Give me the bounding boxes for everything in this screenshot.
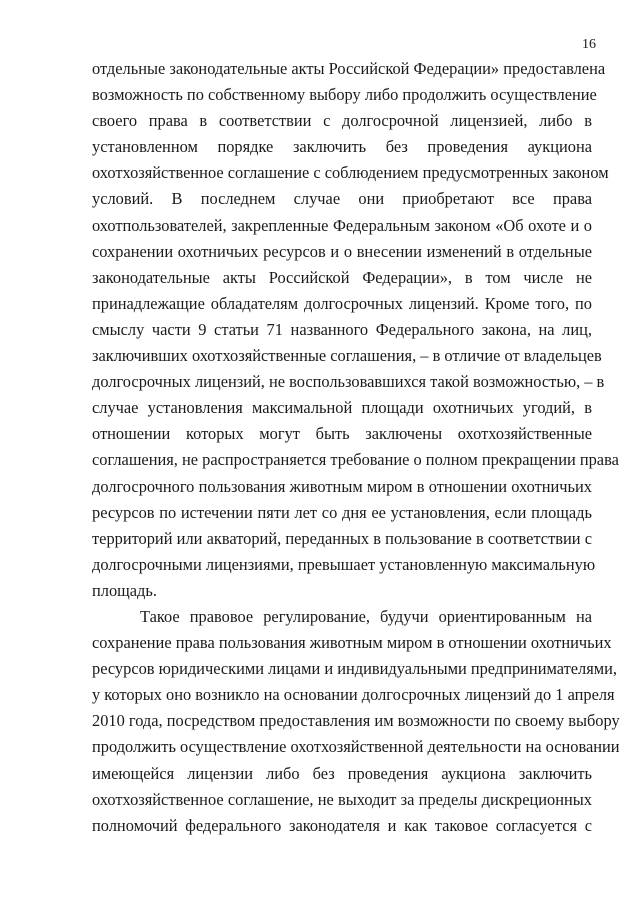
text-line: долгосрочных лицензий, не воспользовавшихся такой возможностью, – в: [92, 372, 605, 392]
text-line: долгосрочного пользования животным миром в отношении охотничьих: [92, 476, 592, 496]
text-line: соглашения, не распространяется требование о полном прекращении права: [92, 450, 619, 470]
text-line: отношении которых могут быть заключены охотхозяйственные: [92, 424, 592, 444]
text-line: ресурсов по истечении пяти лет со дня ее установления, если площадь: [92, 502, 592, 522]
text-line: сохранении охотничьих ресурсов и о внесении изменений в отдельные: [92, 241, 592, 261]
text-line: у которых оно возникло на основании долгосрочных лицензий до 1 апреля: [92, 685, 615, 705]
page-number: 16: [582, 37, 596, 52]
text-line: отдельные законодательные акты Российской Федерации» предоставлена: [92, 59, 606, 78]
text-line: своего права в соответствии с долгосрочной лицензией, либо в: [92, 111, 592, 131]
text-line: полномочий федерального законодателя и как таковое согласуется с: [92, 815, 592, 835]
text-line: установленном порядке заключить без проведения аукциона: [92, 137, 592, 157]
body-text: [92, 56, 620, 839]
text-line: охотхозяйственное соглашение с соблюдением предусмотренных законом: [92, 163, 609, 183]
text-line: 2010 года, посредством предоставления им возможности по своему выбору: [92, 711, 620, 731]
text-line: случае установления максимальной площади охотничьих угодий, в: [92, 398, 592, 418]
text-line: имеющейся лицензии либо без проведения аукциона заключить: [92, 763, 592, 783]
text-line: продолжить осуществление охотхозяйственной деятельности на основании: [92, 737, 620, 757]
text-line: охотпользователей, закрепленные Федеральным законом «Об охоте и о: [92, 215, 592, 235]
text-line: возможность по собственному выбору либо продолжить осуществление: [92, 85, 597, 105]
text-line: территорий или акваторий, переданных в пользование в соответствии с: [92, 528, 592, 548]
text-line: принадлежащие обладателям долгосрочных лицензий. Кроме того, по: [92, 293, 592, 313]
text-line: условий. В последнем случае они приобретают все права: [92, 189, 592, 209]
text-line: долгосрочными лицензиями, превышает установленную максимальную: [92, 554, 596, 574]
paragraph: [92, 604, 620, 839]
text-line: смыслу части 9 статьи 71 названного Федерального закона, на лиц,: [92, 319, 592, 339]
text-line: площадь.: [92, 580, 157, 600]
text-line: сохранение права пользования животным миром в отношении охотничьих: [92, 633, 612, 653]
text-line: Такое правовое регулирование, будучи ориентированным на: [140, 606, 592, 626]
paragraph: [92, 56, 619, 604]
text-line: заключивших охотхозяйственные соглашения, – в отличие от владельцев: [92, 346, 602, 366]
text-line: законодательные акты Российской Федерации», в том числе не: [92, 267, 592, 287]
text-line: охотхозяйственное соглашение, не выходит за пределы дискреционных: [92, 789, 592, 809]
text-line: ресурсов юридическими лицами и индивидуальными предпринимателями,: [92, 659, 617, 679]
